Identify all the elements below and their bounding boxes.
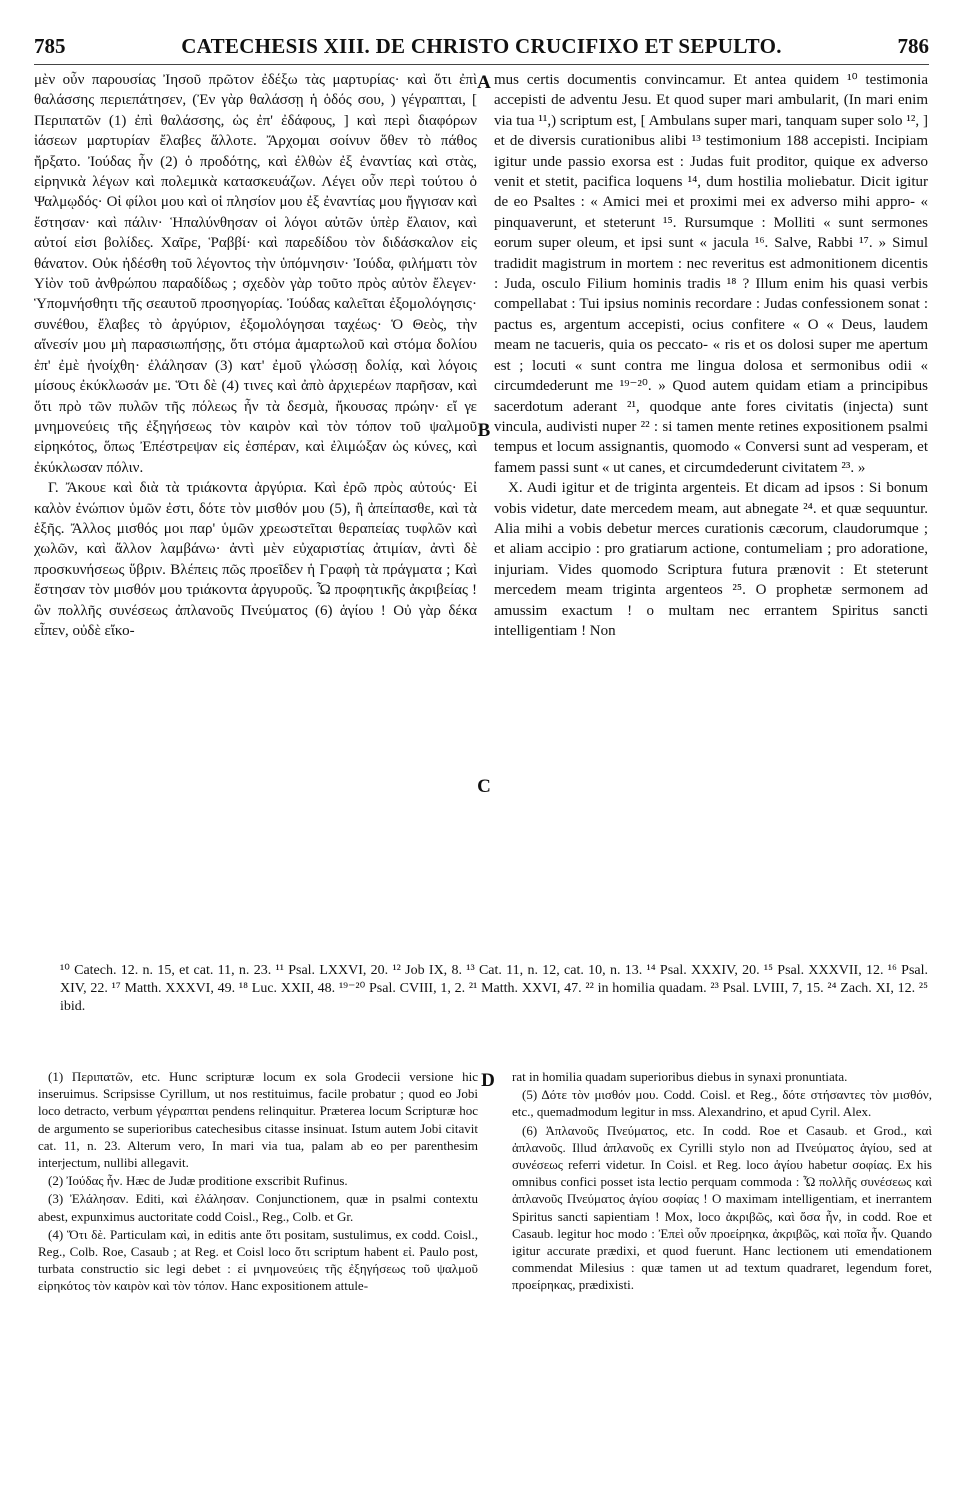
footnote: (1) Περιπατῶν, etc. Hunc scripturæ locum ex sola Grodecii versione hic inseruimus. Scripsisse Cyrillum, ut nos restituimus, facile probatur ; quod eo Jobi loco detracto, verbum γέγραπται pendens relinquitur. Præterea locum Scripturæ hoc de argumento se superioribus catechesibus citasse insinuat. Istum autem Jobi citavit cat. 11, n. 23. Alterum vero, In mari via tua, palam ab eo per parenthesim interjectum, nullibi allegavit.	[38, 1069, 478, 1171]
footnotes-right	[512, 1068, 932, 1488]
latin-paragraph-2: X. Audi igitur et de triginta argenteis. Et dicam ad ipsos : Si bonum vobis videtur, date mercedem meam, aut abnegate ²⁴. et quæ sequuntur. Alia mihi a vobis debetur merces curationis cæcorum, claudorumque ; et aliam accipio : pro gratiarum actione, contumeliam ; pro adoratione, injuriam. Vides quomodo Scriptura futura prænovit : Et steterunt mercedem meam triginta argenteos ²⁵. O prophetæ sermonem ad amussim exactum ! o multam nec errantem Spiritus sancti intelligentiam ! Non	[494, 480, 928, 639]
margin-letter-d: D	[481, 1070, 495, 1091]
margin-letter-b: B	[477, 420, 491, 441]
footnote: (5) Δότε τὸν μισθόν μου. Codd. Coisl. et Reg., δότε στήσαντες τὸν μισθόν, etc., quemadmodum legitur in mss. Alexandrino, et apud Cyril. Alex.	[512, 1087, 932, 1120]
left-page-number: 785	[34, 34, 66, 58]
footnotes-left	[38, 1068, 478, 1488]
greek-paragraph-1: μὲν οὖν παρουσίας Ἰησοῦ πρῶτον ἐδέξω τὰς μαρτυρίας· καὶ ὅτι ἐπὶ θαλάσσης περιεπάτησεν, (Ἐν γὰρ θαλάσσῃ ἡ ὁδός σου, ) γέγραπται, [ Περιπατῶν (1) ἐπὶ θαλάσσης, ὡς ἐπ' ἐδάφους, ] καὶ περὶ διαφόρων ἰάσεων μαρτυρίαν ἔλαβες ἄλλοτε. Ἄρχομαι σοίνυν ὅθεν τὸ πάθος ἤρξατο. Ἰούδας ἦν (2) ὁ προδότης, καὶ ἐλθὼν ἐξ ἐναντίας καὶ στὰς, εἰρηνικὰ λέγων καὶ πολεμικὰ κατασκευάζων. Λέγει οὖν περὶ τούτου ὁ Ψαλμῳδός· Οἱ φίλοι μου καὶ οἱ πλησίον μου ἐξ ἐναντίας μου ἤγγισαν καὶ ἔστησαν· καὶ πάλιν· Ἡπαλύνθησαν οἱ λόγοι αὐτῶν ὑπὲρ ἔλαιον, καὶ αὐτοί εἰσι βολίδες. Χαῖρε, Ῥαββί· καὶ παρεδίδου τὸν διδάσκαλον εἰς θάνατον. Οὐκ ἠδέσθη τοῦ λέγοντος τὴν ὑπόμνησιν· Ἰούδα, φιλήματι τὸν Υἱὸν τοῦ ἀνθρώπου παραδίδως ; σχεδὸν γὰρ τοῦτο πρὸς αὐτὸν ἔλεγεν· Ὑπομνήσθητι τῆς σεαυτοῦ προσηγορίας. Ἰούδας καλεῖται ἐξομολόγησις· συνέθου, ἔλαβες τὸ ἀργύριον, ἐξομολόγησαι ταχέως· Ὁ Θεὸς, τὴν αἴνεσίν μου μὴ παρασιωπήσῃς, ὅτι στόμα ἁμαρτωλοῦ καὶ στόμα δολίου ἐπ' ἐμὲ ἠνοίχθη· ἐλάλησαν (3) κατ' ἐμοῦ γλώσσῃ δολίᾳ, καὶ λόγοις μίσους ἐκύκλωσάν με. Ὅτι δὲ (4) τινες καὶ ἀπὸ ἀρχιερέων παρῆσαν, καὶ ὅτι πρὸ τῶν πυλῶν τῆς πόλεως ἦν τὰ δεσμὰ, ἤκουσας πρώην· εἴ γε μνημονεύεις τῆς ἐξηγήσεως τὸν καιρὸν καὶ τὸν τόπον τοῦ ψαλμοῦ εἰρηκότος, ὅπως Ἐπέστρεψαν εἰς ἑσπέραν, καὶ ἐλιμώξαν ὡς κύνες, καὶ ἐκύκλωσαν πόλιν.	[34, 72, 477, 476]
footnote: (4) Ὅτι δὲ. Particulam καὶ, in editis ante ὅτι positam, sustulimus, ex codd. Coisl., Reg., Colb. Roe, Casaub ; at Reg. et Coisl loco ὅτι scriptum habent εἰ. Paulo post, turbata constructio sic legi debet : εἰ μνημονεύεις τῆς ἐξηγήσεως τοῦ ψαλμοῦ εἰρηκότος τὸν καιρὸν καὶ τὸν τόπον. Hanc expositionem attule-	[38, 1226, 478, 1294]
footnote: (3) Ἐλάλησαν. Editi, καὶ ἐλάλησαν. Conjunctionem, quæ in psalmi contextu abest, expunximus auctoritate codd Coisl., Reg., Colb. et Gr.	[38, 1191, 478, 1224]
running-title: CATECHESIS XIII. DE CHRISTO CRUCIFIXO ET SEPULTO.	[181, 34, 782, 58]
header-rule	[34, 64, 929, 65]
margin-letter-c: C	[477, 776, 491, 797]
margin-letter-a: A	[477, 72, 491, 93]
latin-column	[494, 70, 928, 950]
greek-paragraph-2: Γ. Ἄκουε καὶ διὰ τὰ τριάκοντα ἀργύρια. Καὶ ἐρῶ πρὸς αὐτούς· Εἰ καλὸν ἐνώπιον ὑμῶν ἐστι, δότε τὸν μισθόν μου (5), ἢ ἀπείπασθε, καὶ τὰ ἑξῆς. Ἄλλος μισθός μοι παρ' ὑμῶν χρεωστεῖται θεραπείας τυφλῶν καὶ χωλῶν, καὶ ἄλλον λαμβάνω· ἀντὶ μὲν εὐχαριστίας ἀτιμίαν, ἀντὶ δὲ προσκυνήσεως ὕβριν. Βλέπεις πῶς προεῖδεν ἡ Γραφὴ τὰ πράγματα ; Καὶ ἔστησαν τὸν μισθόν μου τριάκοντα ἀργυροῦς. Ὦ προφητικῆς ἀκριβείας ! ὢν πολλῆς συνέσεως ἀπλανοῦς Πνεύματος (6) ἁγίου ! Οὐ γὰρ δέκα εἶπεν, οὐδὲ εἴκο-	[34, 480, 477, 639]
scripture-references: ¹⁰ Catech. 12. n. 15, et cat. 11, n. 23. ¹¹ Psal. LXXVI, 20. ¹² Job IX, 8. ¹³ Cat. 11, n. 12, cat. 10, n. 13. ¹⁴ Psal. XXXIV, 20. ¹⁵ Psal. XXXVII, 12. ¹⁶ Psal. XIV, 22. ¹⁷ Matth. XXXVI, 49. ¹⁸ Luc. XXII, 48. ¹⁹⁻²⁰ Psal. CVIII, 1, 2. ²¹ Matth. XXVI, 47. ²² in homilia quadam. ²³ Psal. LVIII, 7, 15. ²⁴ Zach. XI, 12. ²⁵ ibid.	[60, 963, 928, 1014]
latin-paragraph-1: mus certis documentis convincamur. Et antea quidem ¹⁰ testimonia accepisti de adventu Jesu. Et quod super mari ambularit, (In mari enim via tua ¹¹,) scriptum est, [ Ambulans super mari, tanquam super solo ¹², ] et de diversis curationibus alibi ¹³ testimonium 188 accepisti. Incipiam igitur unde passio exorsa est : Judas fuit proditor, quique ex adverso venit et stetit, pacifica loquens ¹⁴, dum hostilia moliebatur. Dicit igitur de eo Psaltes : « Amici mei et proximi mei ex adverso mihi appro- « pinquaverunt, et steterunt ¹⁵. Rursumque : Molliti « sunt sermones eorum super oleum, et ipsi sunt « jacula ¹⁶. Salve, Rabbi ¹⁷. » Simul tradidit magistrum in mortem : nec reveritus est admonitionem dicentis : Juda, osculo Filium hominis tradis ¹⁸ ? Illum enim his quasi verbis compellabat : Tui ipsius nominis recordare : Judas confessionem sonat : pactus es, argentum accepisti, ocius confitere « O « Deus, laudem meam ne tacueris, quia os peccato- « ris et os dolosi super me apertum est ; locuti « sunt contra me lingua dolosa et sermonibus odii « circumdederunt me ¹⁹⁻²⁰. » Quod autem quidam etiam a principibus sacerdotum aderant ²¹, quodque ante fores civitatis (injecta) sunt vincula, audivisti nuper ²² : si tamen mente retines expositionem psalmi tempus et locum assignantis, quomodo « Conversi sunt ad vesperam, et famem passi sunt « ut canes, et circumdederunt civitatem ²³. »	[494, 72, 928, 476]
right-page-number: 786	[897, 34, 929, 58]
footnote: (6) Ἀπλανοῦς Πνεύματος, etc. In codd. Roe et Casaub. et Grod., καὶ ἀπλανοῦς. Illud ἀπλανοῦς ex Cyrilli stylo non ad Πνεύματος ἁγίου, sed at συνέσεως referri videtur. In Coisl. et Reg. loco ἁγίου habetur σοφίας. Ex his omnibus confici posset ista lectio perquam commoda : Ὦ πολλῆς συνέσεως καὶ ἀπλανοῦς Πνεύματος ἁγίου σοφίας ! O maximam intelligentiam, et inerrantem Spiritus sancti sapientiam ! Mox, loco ἀκριβῶς, καὶ ὅσα ἦν, in codd. Roe et Casaub. legitur hoc modo : Ἐπεὶ οὖν προείρηκα, ἀκριβῶς, καὶ ποῖα ἦν. Quando igitur accurate prædixi, et quod fuerunt. Hanc lectionem uti emendationem commendat Milesius : quæ tamen ut ad textum quadraret, legendum foret, προείρηκας, prædixisti.	[512, 1122, 932, 1293]
greek-column	[34, 70, 477, 950]
footnote: rat in homilia quadam superioribus diebus in synaxi pronuntiata.	[512, 1069, 848, 1084]
running-header	[34, 34, 929, 64]
footnote: (2) Ἰούδας ἦν. Hæc de Judæ proditione exscribit Rufinus.	[48, 1173, 348, 1189]
